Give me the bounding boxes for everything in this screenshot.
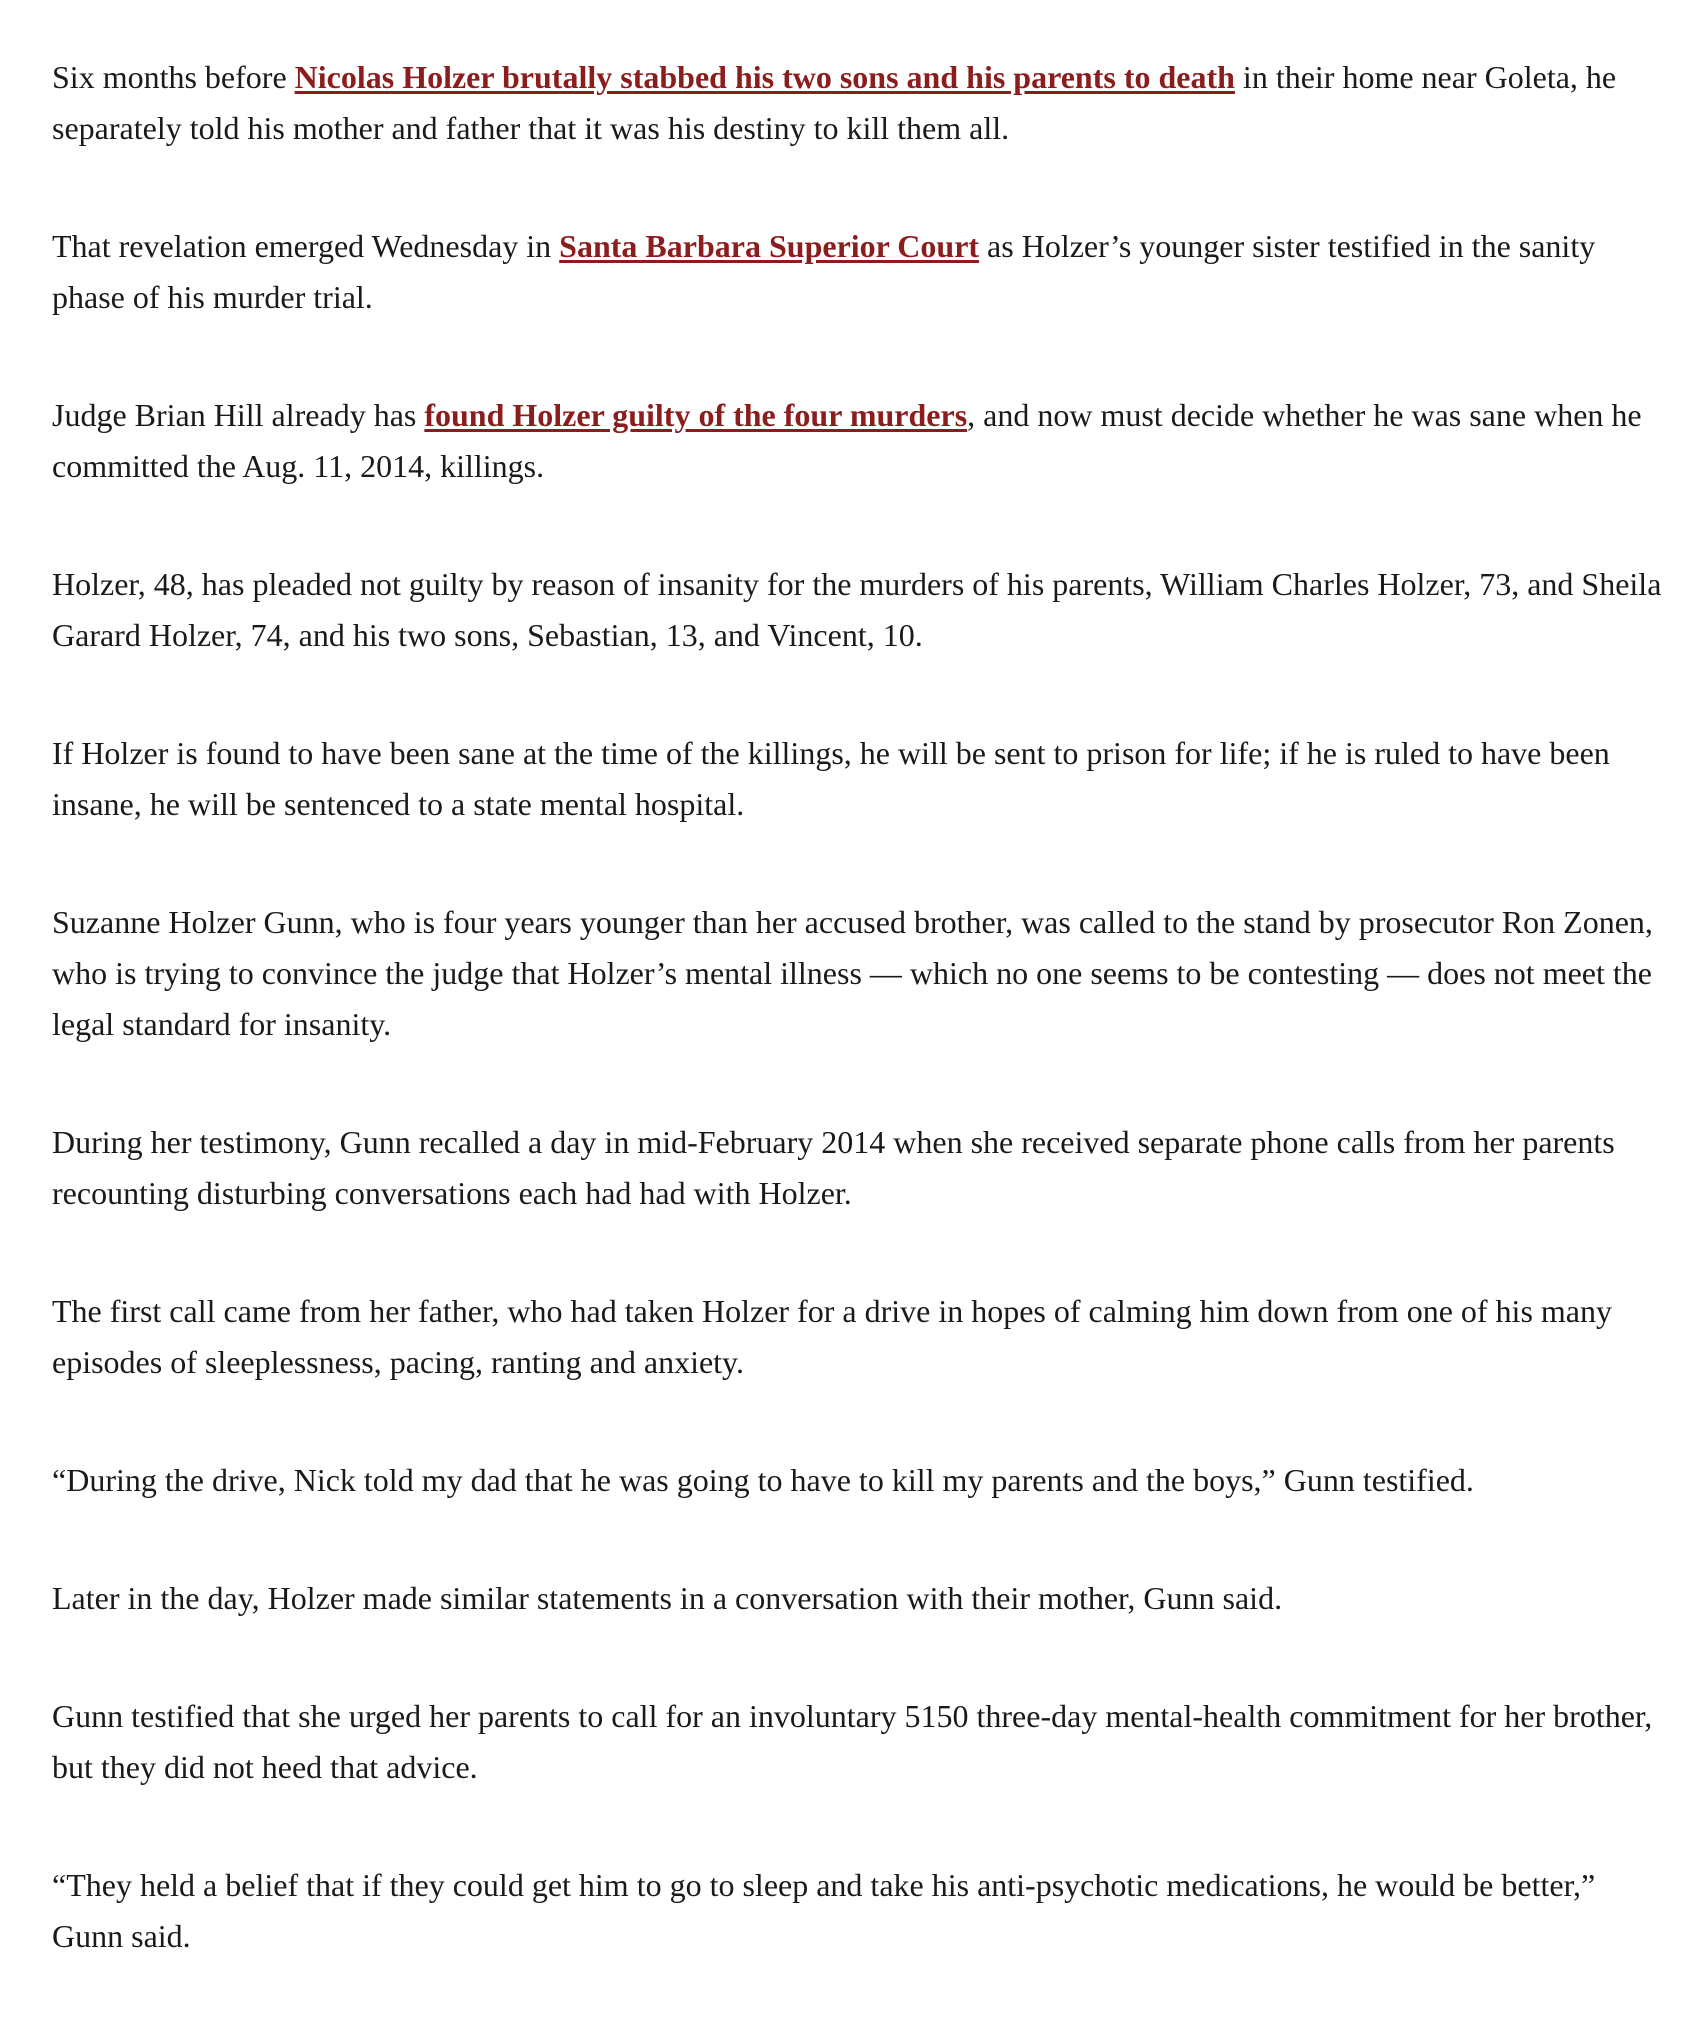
paragraph-3-text-before: Judge Brian Hill already has	[52, 397, 425, 433]
link-superior-court[interactable]: Santa Barbara Superior Court	[559, 228, 980, 264]
paragraph-1-text-before: Six months before	[52, 59, 295, 95]
paragraph-5: If Holzer is found to have been sane at the time of the killings, he will be sent to prison for life; if he is ruled to have been insane, he will be sentenced to a state mental hospital.	[52, 735, 1610, 822]
paragraph-2-text-before: That revelation emerged Wednesday in	[52, 228, 560, 264]
link-holzer-stabbed[interactable]: Nicolas Holzer brutally stabbed his two sons and his parents to death	[294, 59, 1235, 95]
paragraph-12: “They held a belief that if they could get him to go to sleep and take his anti-psychotic medications, he would be better,” Gunn said.	[52, 1867, 1596, 1954]
paragraph-2-text-after: as Holzer’s younger sister testified in the sanity phase of his murder trial.	[52, 228, 1596, 315]
paragraph-3-text-after: , and now must decide whether he was sane when he committed the Aug. 11, 2014, killings.	[52, 397, 1642, 484]
paragraph-8: The first call came from her father, who had taken Holzer for a drive in hopes of calming him down from one of his many episodes of sleeplessness, pacing, ranting and anxiety.	[52, 1293, 1612, 1380]
paragraph-10: Later in the day, Holzer made similar statements in a conversation with their mother, Gunn said.	[52, 1580, 1283, 1616]
link-found-guilty[interactable]: found Holzer guilty of the four murders	[424, 397, 968, 433]
paragraph-7: During her testimony, Gunn recalled a day in mid-February 2014 when she received separate phone calls from her parents recounting disturbing conversations each had had with Holzer.	[52, 1124, 1615, 1211]
article-body	[52, 52, 1670, 2029]
paragraph-11: Gunn testified that she urged her parents to call for an involuntary 5150 three-day mental-health commitment for her brother, but they did not heed that advice.	[52, 1698, 1653, 1785]
paragraph-3	[52, 390, 1670, 492]
paragraph-2	[52, 221, 1670, 323]
paragraph-4: Holzer, 48, has pleaded not guilty by reason of insanity for the murders of his parents, William Charles Holzer, 73, and Sheila Garard Holzer, 74, and his two sons, Sebastian, 13, and Vincent, 10.	[52, 566, 1662, 653]
paragraph-6: Suzanne Holzer Gunn, who is four years younger than her accused brother, was called to the stand by prosecutor Ron Zonen, who is trying to convince the judge that Holzer’s mental illness — which no one seems to be contesting — does not meet the legal standard for insanity.	[52, 904, 1653, 1042]
paragraph-9: “During the drive, Nick told my dad that he was going to have to kill my parents and the boys,” Gunn testified.	[52, 1462, 1474, 1498]
paragraph-1	[52, 52, 1670, 154]
paragraph-1-text-after: in their home near Goleta, he separately told his mother and father that it was his destiny to kill them all.	[52, 59, 1617, 146]
